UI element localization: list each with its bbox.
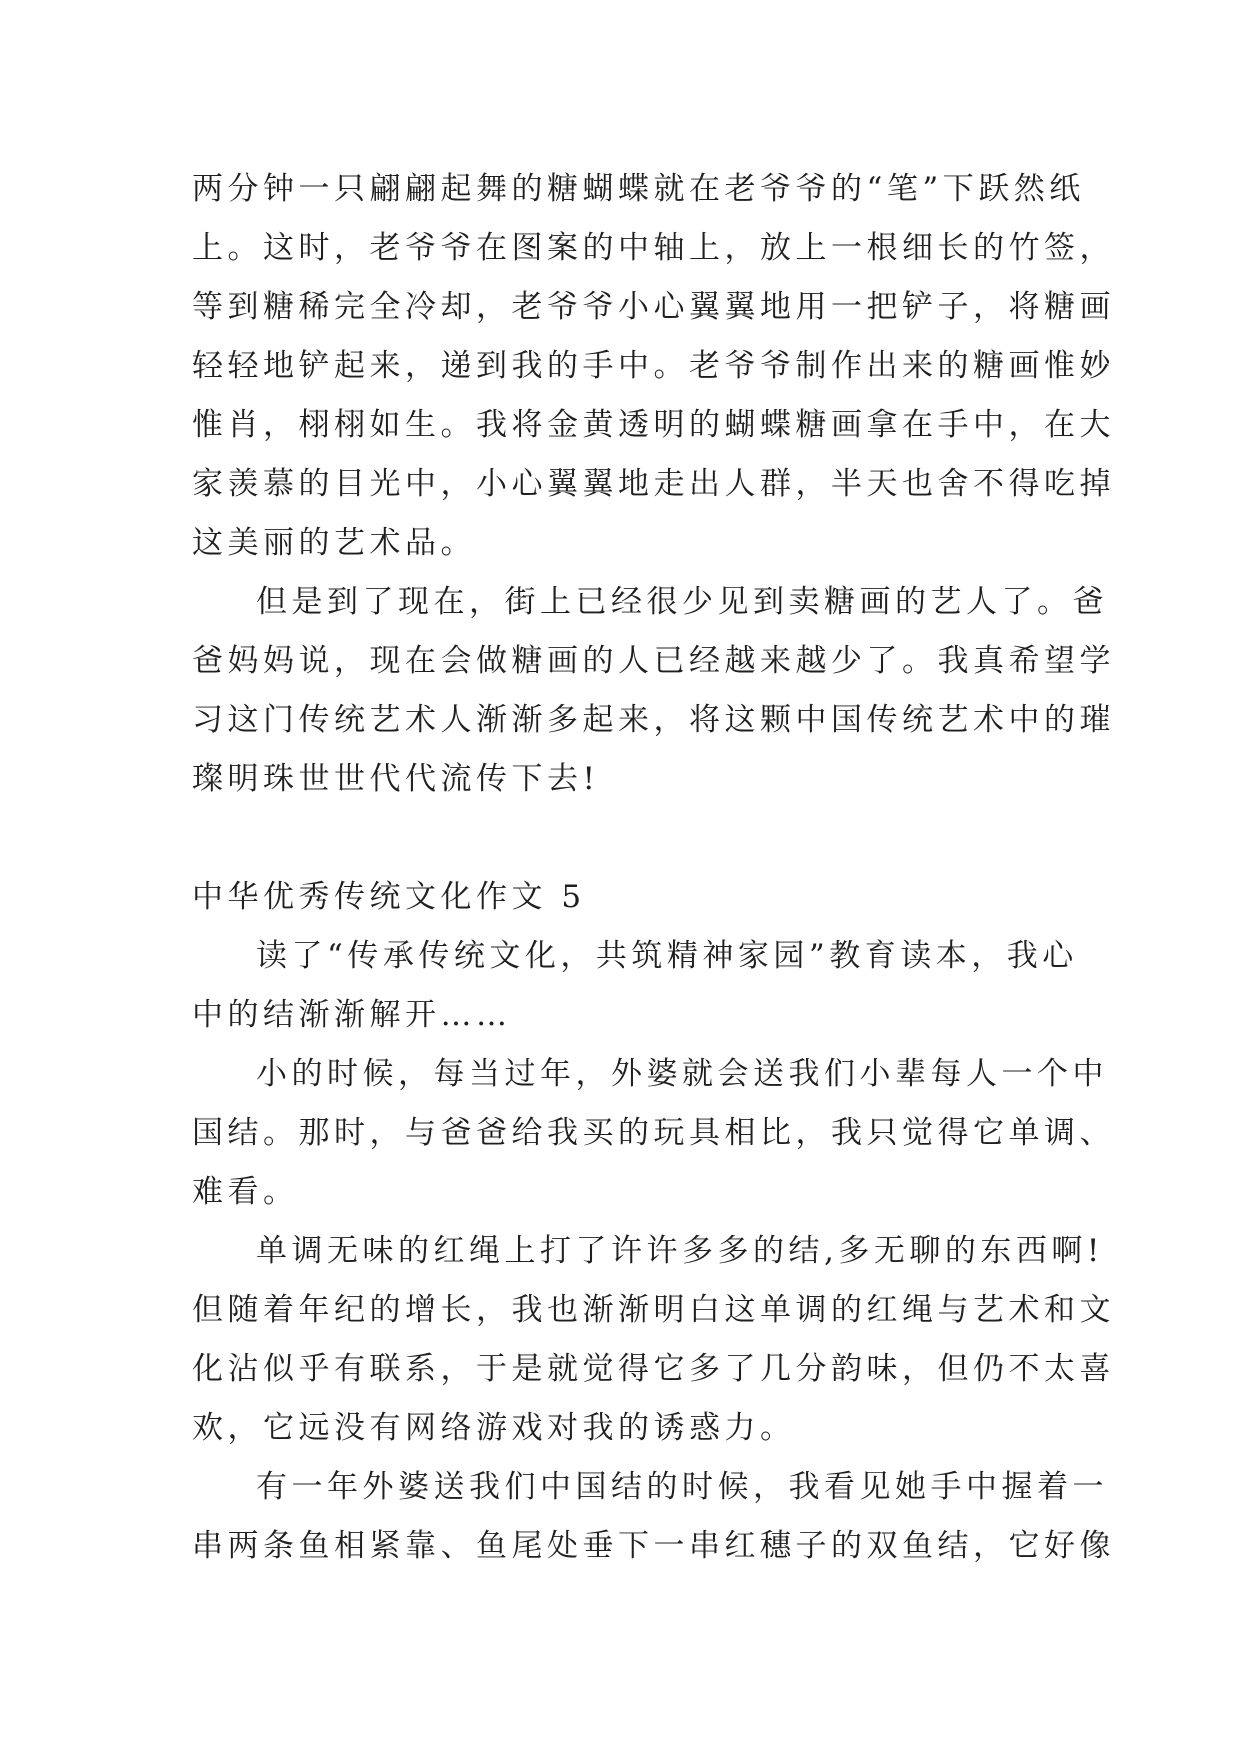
text-line: 国结。那时，与爸爸给我买的玩具相比，我只觉得它单调、 bbox=[192, 1115, 1115, 1151]
paragraph bbox=[192, 573, 1115, 809]
document-body bbox=[192, 160, 1115, 1576]
text-line: 但是到了现在，街上已经很少见到卖糖画的艺人了。爸 bbox=[256, 584, 1108, 620]
text-line: 上。这时，老爷爷在图案的中轴上，放上一根细长的竹签， bbox=[192, 230, 1115, 266]
text-line: 难看。 bbox=[192, 1174, 299, 1210]
paragraph bbox=[192, 927, 1078, 1045]
paragraph bbox=[192, 160, 1115, 573]
text-line: 中的结渐渐解开…… bbox=[192, 997, 512, 1033]
paragraph bbox=[192, 1222, 1115, 1458]
text-line: 但随着年纪的增长，我也渐渐明白这单调的红绳与艺术和文 bbox=[192, 1292, 1115, 1328]
text-line: 爸妈妈说，现在会做糖画的人已经越来越少了。我真希望学 bbox=[192, 643, 1115, 679]
text-line: 小的时候，每当过年，外婆就会送我们小辈每人一个中 bbox=[256, 1056, 1108, 1092]
text-line: 轻轻地铲起来，递到我的手中。老爷爷制作出来的糖画惟妙 bbox=[192, 348, 1115, 384]
text-line: 两分钟一只翩翩起舞的糖蝴蝶就在老爷爷的“笔”下跃然纸 bbox=[192, 171, 1085, 207]
text-line: 璨明珠世世代代流传下去! bbox=[192, 761, 600, 797]
text-line: 欢，它远没有网络游戏对我的诱惑力。 bbox=[192, 1410, 796, 1446]
paragraph bbox=[192, 1045, 1115, 1222]
text-line: 这美丽的艺术品。 bbox=[192, 525, 476, 561]
text-line: 家羡慕的目光中，小心翼翼地走出人群，半天也舍不得吃掉 bbox=[192, 466, 1115, 502]
text-line: 串两条鱼相紧靠、鱼尾处垂下一串红穗子的双鱼结，它好像 bbox=[192, 1528, 1115, 1564]
text-line: 读了“传承传统文化，共筑精神家园”教育读本，我心 bbox=[256, 938, 1078, 974]
paragraph bbox=[192, 1458, 1115, 1576]
section-heading: 中华优秀传统文化作文 5 bbox=[192, 879, 586, 915]
text-line: 习这门传统艺术人渐渐多起来，将这颗中国传统艺术中的璀 bbox=[192, 702, 1115, 738]
text-line: 化沾似乎有联系，于是就觉得它多了几分韵味，但仍不太喜 bbox=[192, 1351, 1115, 1387]
text-line: 惟肖，栩栩如生。我将金黄透明的蝴蝶糖画拿在手中，在大 bbox=[192, 407, 1115, 443]
text-line: 等到糖稀完全冷却，老爷爷小心翼翼地用一把铲子，将糖画 bbox=[192, 289, 1115, 325]
text-line: 有一年外婆送我们中国结的时候，我看见她手中握着一 bbox=[256, 1469, 1108, 1505]
text-line: 单调无味的红绳上打了许许多多的结,多无聊的东西啊! bbox=[256, 1233, 1104, 1269]
